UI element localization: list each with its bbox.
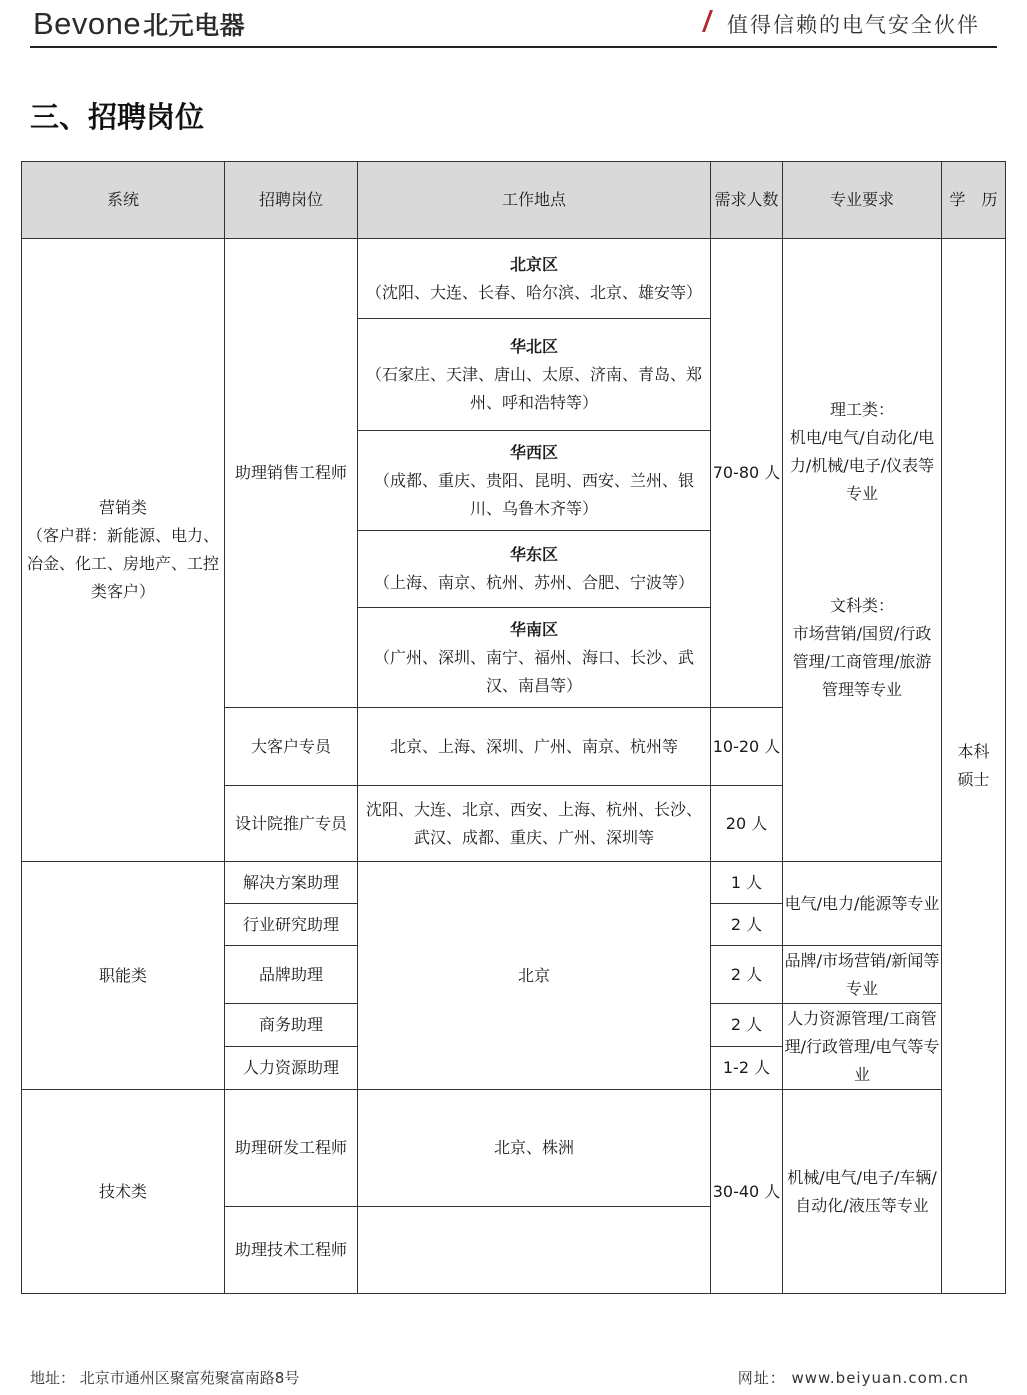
table-header-row	[22, 162, 1006, 239]
location-region	[358, 319, 711, 431]
count-functional: 2 人	[711, 904, 783, 946]
location-region	[358, 431, 711, 531]
region-name: 华南区	[509, 619, 558, 639]
region-name: 华北区	[509, 336, 558, 356]
recruitment-table	[21, 161, 1006, 1294]
system-technical: 技术类	[22, 1090, 225, 1294]
page-header	[0, 0, 1027, 50]
position-functional: 商务助理	[225, 1004, 358, 1047]
header-divider	[30, 46, 997, 48]
table-row	[22, 862, 1006, 904]
count-functional: 2 人	[711, 1004, 783, 1047]
footer-address: 地址： 北京市通州区聚富苑聚富南路8号	[30, 1369, 300, 1387]
count-functional: 1 人	[711, 862, 783, 904]
location-functional: 北京	[358, 862, 711, 1090]
region-cities: （广州、深圳、南宁、福州、海口、长沙、武汉、南昌等）	[373, 647, 694, 695]
header-system: 系统	[22, 162, 225, 239]
location-technical-blank	[358, 1207, 711, 1294]
position-technical: 助理研发工程师	[225, 1090, 358, 1207]
major-functional: 品牌/市场营销/新闻等专业	[783, 946, 942, 1004]
major-technical: 机械/电气/电子/车辆/自动化/液压等专业	[783, 1090, 942, 1294]
location-region	[358, 239, 711, 319]
footer-website: 网址： www.beiyuan.com.cn	[737, 1369, 969, 1387]
logo-brand: Bevone	[33, 6, 142, 41]
header-count: 需求人数	[711, 162, 783, 239]
position-key-account: 大客户专员	[225, 708, 358, 786]
region-cities: （上海、南京、杭州、苏州、合肥、宁波等）	[373, 573, 694, 592]
logo-brand-cn: 北元电器	[143, 11, 246, 40]
region-cities: （沈阳、大连、长春、哈尔滨、北京、雄安等）	[365, 282, 702, 302]
position-functional: 人力资源助理	[225, 1047, 358, 1090]
table-row	[22, 239, 1006, 319]
header-education: 学 历	[942, 162, 1006, 239]
system-marketing: 营销类 （客户群：新能源、电力、 冶金、化工、房地产、工控 类客户）	[22, 239, 225, 862]
count-design-institute: 20 人	[711, 786, 783, 862]
location-technical: 北京、株洲	[358, 1090, 711, 1207]
position-sales-engineer: 助理销售工程师	[225, 239, 358, 708]
count-functional: 1-2 人	[711, 1047, 783, 1090]
count-functional: 2 人	[711, 946, 783, 1004]
position-functional: 行业研究助理	[225, 904, 358, 946]
region-name: 华东区	[509, 545, 558, 564]
major-functional: 电气/电力/能源等专业	[783, 862, 942, 946]
slogan-slash-mark	[702, 10, 713, 32]
header-location: 工作地点	[358, 162, 711, 239]
region-name: 华西区	[509, 442, 558, 462]
region-name: 北京区	[509, 254, 558, 274]
location-region	[358, 608, 711, 708]
count-technical: 30-40 人	[711, 1090, 783, 1294]
region-cities: （石家庄、天津、唐山、太原、济南、青岛、郑州、呼和浩特等）	[365, 364, 702, 412]
section-title: 三、招聘岗位	[30, 100, 205, 134]
position-functional: 品牌助理	[225, 946, 358, 1004]
header-position: 招聘岗位	[225, 162, 358, 239]
company-logo	[33, 6, 245, 42]
education-requirement: 本科 硕士	[942, 239, 1006, 1294]
position-functional: 解决方案助理	[225, 862, 358, 904]
location-region	[358, 531, 711, 608]
count-sales: 70-80 人	[711, 239, 783, 708]
table-row	[22, 1090, 1006, 1207]
header-major: 专业要求	[783, 162, 942, 239]
slogan: 值得信赖的电气安全伙伴	[727, 13, 980, 37]
major-functional: 人力资源管理/工商管理/行政管理/电气等专业	[783, 1004, 942, 1090]
position-technical: 助理技术工程师	[225, 1207, 358, 1294]
position-design-institute: 设计院推广专员	[225, 786, 358, 862]
system-functional: 职能类	[22, 862, 225, 1090]
location-key-account: 北京、上海、深圳、广州、南京、杭州等	[358, 708, 711, 786]
count-key-account: 10-20 人	[711, 708, 783, 786]
region-cities: （成都、重庆、贵阳、昆明、西安、兰州、银川、乌鲁木齐等）	[373, 470, 694, 518]
location-design-institute: 沈阳、大连、北京、西安、上海、杭州、长沙、武汉、成都、重庆、广州、深圳等	[358, 786, 711, 862]
major-marketing: 理工类： 机电/电气/自动化/电 力/机械/电子/仪表等 专业 文科类： 市场营销/国贸/行政 管理/工商管理/旅游 管理等专业	[783, 239, 942, 862]
